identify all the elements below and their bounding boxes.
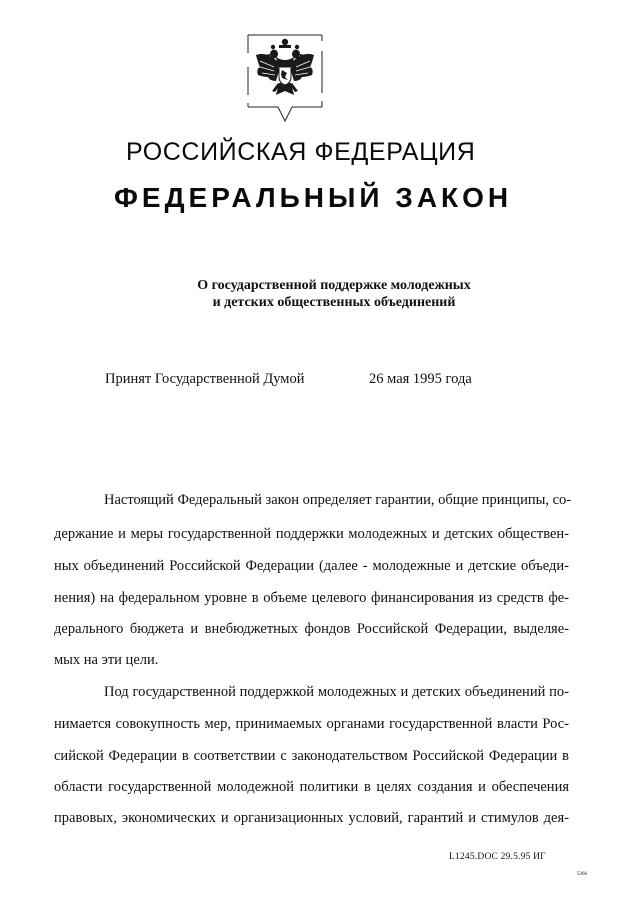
page-stamp-number: 5366 xyxy=(577,872,587,877)
law-title-line: и детских общественных объединений xyxy=(212,295,456,310)
paragraph-line: Под государственной поддержкой молодежных и детских объединений по- xyxy=(104,684,569,700)
state-name-heading: РОССИЙСКАЯ ФЕДЕРАЦИЯ xyxy=(126,138,476,166)
paragraph-line: дерального бюджета и внебюджетных фондов Российской Федерации, выделяе- xyxy=(54,621,569,637)
law-type-heading: ФЕДЕРАЛЬНЫЙ ЗАКОН xyxy=(114,182,513,213)
law-title xyxy=(150,277,518,311)
document-code: L1245.DOC 29.5.95 ИГ xyxy=(449,852,546,862)
coat-of-arms-emblem xyxy=(246,33,324,123)
paragraph-line: правовых, экономических и организационных условий, гарантий и стимулов дея- xyxy=(54,810,569,826)
paragraph-line: мых на эти цели. xyxy=(54,652,159,668)
adopted-by-label: Принят Государственной Думой xyxy=(105,371,305,387)
paragraph-line: нения) на федеральном уровне в объеме целевого финансирования из средств фе- xyxy=(54,590,569,606)
paragraph-line: области государственной молодежной политики в целях создания и обеспечения xyxy=(54,779,569,795)
paragraph-line: нимается совокупность мер, принимаемых органами государственной власти Рос- xyxy=(54,716,569,732)
law-title-line: О государственной поддержке молодежных xyxy=(197,278,471,293)
paragraph-line: Настоящий Федеральный закон определяет гарантии, общие принципы, со- xyxy=(104,492,572,508)
paragraph-line: ных объединений Российской Федерации (далее - молодежные и детские объеди- xyxy=(54,558,569,574)
adoption-date: 26 мая 1995 года xyxy=(369,371,472,387)
paragraph-line: держание и меры государственной поддержки молодежных и детских обществен- xyxy=(54,526,569,542)
paragraph-line: сийской Федерации в соответствии с законодательством Российской Федерации в xyxy=(54,748,569,764)
double-headed-eagle-icon xyxy=(246,33,324,123)
